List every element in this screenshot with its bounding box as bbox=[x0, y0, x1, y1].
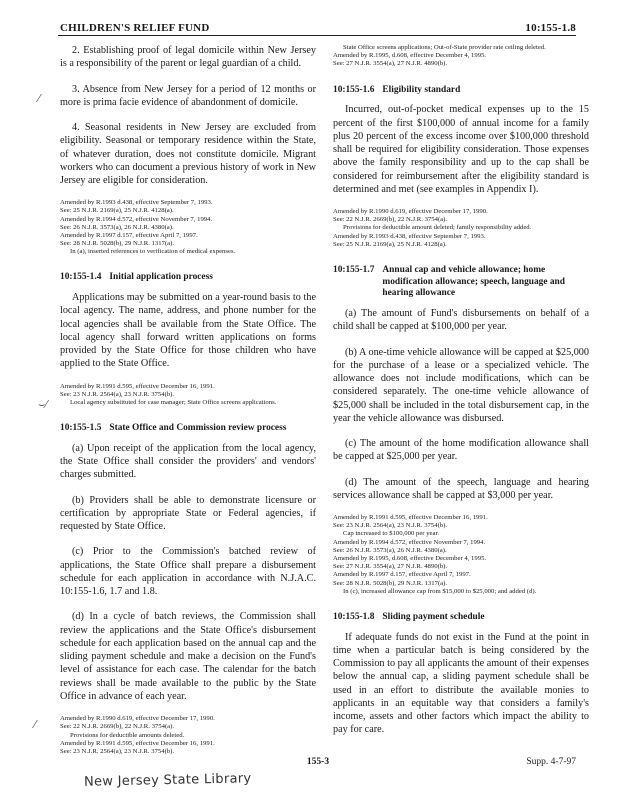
amendment-line: See: 23 N.J.R. 2564(a), 23 N.J.R. 3754(b). bbox=[60, 390, 175, 398]
amendment-line: Amended by R.1997 d.157, effective April 7, 1997. bbox=[60, 231, 198, 239]
paragraph-2: 2. Establishing proof of legal domicile within New Jersey is a responsibility of the parent or legal guardian of a child. bbox=[60, 45, 316, 70]
amendment-note: Cap increased to $100,000 per year. bbox=[343, 530, 440, 538]
section-number: 10:155-1.6 bbox=[333, 84, 375, 95]
header-title: CHILDREN'S RELIEF FUND bbox=[60, 22, 210, 34]
amendment-note: Local agency substituted for case manager; State Office screens applications. bbox=[70, 399, 277, 407]
amendment-line: Amended by R.1991 d.595, effective December 16, 1991. bbox=[60, 739, 215, 747]
subsection-d: (d) The amount of the speech, language and hearing services allowance shall be capped at $3,000 per year. bbox=[333, 476, 589, 501]
section-heading-1-5 bbox=[60, 423, 316, 435]
amendment-history bbox=[333, 44, 589, 69]
margin-mark: ⌣⁄ bbox=[38, 398, 48, 411]
amendment-line: See: 27 N.J.R. 3554(a), 27 N.J.R. 4890(b). bbox=[333, 60, 448, 68]
section-heading-1-7 bbox=[333, 265, 589, 300]
section-number: 10:155-1.8 bbox=[333, 611, 375, 622]
amendment-line: Amended by R.1994 d.572, effective November 7, 1994. bbox=[60, 215, 213, 223]
amendment-note: In (c), increased allowance cap from $15,000 to $25,000; and added (d). bbox=[343, 587, 537, 595]
amendment-line: See: 23 N.J.R. 2564(a), 23 N.J.R. 3754(b). bbox=[333, 522, 448, 530]
amendment-line: Amended by R.1991 d.595, effective December 16, 1991. bbox=[60, 382, 215, 390]
amendment-line: See: 22 N.J.R. 2669(b), 22 N.J.R. 3754(a). bbox=[60, 723, 175, 731]
right-column bbox=[333, 44, 589, 749]
amendment-line: See: 28 N.J.R. 5028(b), 29 N.J.R. 1317(a). bbox=[60, 240, 175, 248]
subsection-d: (d) In a cycle of batch reviews, the Commission shall review the applications and the State Office's disbursement schedule for each application based on the annual cap and the sliding payment schedule and make a decision on the Fund's level of assistance for each case. The calendar for the batch reviews shall be made available to the public by the State Office in advance of each year. bbox=[60, 611, 316, 702]
amendment-history bbox=[60, 383, 316, 408]
subsection-a: (a) Upon receipt of the application from the local agency, the State Office shall consider the providers' and vendors' charges submitted. bbox=[60, 442, 316, 481]
margin-mark: ⁄ bbox=[34, 718, 36, 731]
amendment-line: Amended by R.1994 d.572, effective November 7, 1994. bbox=[333, 538, 486, 546]
subsection-a: (a) The amount of Fund's disbursements on behalf of a child shall be capped at $100,000 per year. bbox=[333, 308, 589, 333]
subsection-c: (c) The amount of the home modification allowance shall be capped at $25,000 per year. bbox=[333, 438, 589, 463]
supplement-date: Supp. 4-7-97 bbox=[526, 757, 576, 767]
amendment-line: Amended by R.1995, d.608, effective December 4, 1995. bbox=[333, 554, 487, 562]
amendment-note: In (a), inserted references to verification of medical expenses. bbox=[70, 248, 236, 256]
amendment-note: State Office screens applications; Out-of-State provider rate ceiling deleted. bbox=[343, 44, 546, 51]
section-heading-1-4 bbox=[60, 272, 316, 284]
section-title: Initial application process bbox=[109, 272, 213, 283]
amendment-line: Amended by R.1993 d.438, effective September 7, 1993. bbox=[333, 232, 486, 240]
section-heading-1-8 bbox=[333, 612, 589, 624]
subsection-b: (b) Providers shall be able to demonstrate licensure or certification by appropriate State or Federal agencies, if requested by State Office. bbox=[60, 494, 316, 533]
amendment-line: Amended by R.1990 d.619, effective December 17, 1990. bbox=[333, 208, 488, 216]
section-number: 10:155-1.7 bbox=[333, 264, 375, 275]
margin-mark: ⁄ bbox=[38, 92, 40, 105]
page-number: 155-3 bbox=[306, 757, 330, 767]
library-stamp: New Jersey State Library bbox=[83, 771, 252, 790]
amendment-line: See: 28 N.J.R. 5028(b), 29 N.J.R. 1317(a). bbox=[333, 579, 448, 587]
amendment-line: Amended by R.1990 d.619, effective December 17, 1990. bbox=[60, 715, 215, 723]
amendment-line: See: 23 N.J.R. 2564(a), 23 N.J.R. 3754(b). bbox=[60, 747, 175, 755]
amendment-line: See: 26 N.J.R. 3573(a), 26 N.J.R. 4380(a). bbox=[333, 546, 447, 554]
amendment-line: See: 25 N.J.R. 2169(a), 25 N.J.R. 4128(a). bbox=[60, 207, 174, 215]
subsection-c: (c) Prior to the Commission's batched review of applications, the State Office shall prepare a disbursement schedule for each application in accordance with N.J.A.C. 10:155-1.6, 1.7 and 1.8. bbox=[60, 546, 316, 598]
paragraph-4: 4. Seasonal residents in New Jersey are excluded from eligibility. Seasonal or temporary residence within the State, of whatever duration, does not constitute domicile. Migrant workers who can document a previous history of work in New Jersey are eligible for consideration. bbox=[60, 122, 316, 186]
amendment-line: Amended by R.1997 d.157, effective April 7, 1997. bbox=[333, 571, 471, 579]
section-heading-1-6 bbox=[333, 85, 589, 97]
page-footer bbox=[60, 757, 576, 771]
subsection-b: (b) A one-time vehicle allowance will be capped at $25,000 for the purchase of a lease or a specialized vehicle. The allowance does not include modifications, which can be considered separately. The one-time vehicle allowance of $25,000 shall be included in the total disbursement cap, in the year the vehicle allowance was disbursed. bbox=[333, 346, 589, 424]
section-title: State Office and Commission review process bbox=[109, 423, 287, 434]
section-number: 10:155-1.5 bbox=[60, 423, 102, 434]
amendment-history bbox=[333, 208, 589, 249]
amendment-history bbox=[60, 199, 316, 256]
header-rule bbox=[58, 35, 576, 36]
paragraph-3: 3. Absence from New Jersey for a period of 12 months or more is prima facie evidence of abandonment of domicile. bbox=[60, 83, 316, 108]
section-number: 10:155-1.4 bbox=[60, 272, 102, 283]
amendment-line: See: 22 N.J.R. 2669(b), 22 N.J.R. 3754(a). bbox=[333, 216, 448, 224]
amendment-line: See: 25 N.J.R. 2169(a), 25 N.J.R. 4128(a). bbox=[333, 240, 447, 248]
left-column bbox=[60, 44, 316, 772]
amendment-note: Provisions for deductible amounts deleted. bbox=[70, 731, 185, 739]
section-title: Sliding payment schedule bbox=[382, 611, 485, 622]
amendment-line: Amended by R.1993 d.438, effective September 7, 1993. bbox=[60, 199, 213, 207]
section-body: If adequate funds do not exist in the Fund at the point in time when a particular batch is being considered by the Commission to pay all applicants the amount of their expenses below the annual cap, a sliding payment schedule shall be used in an effort to distribute the available monies to applicants in an equitable way that considers a family's income, assets and other factors which impact the ability to pay for care. bbox=[333, 631, 589, 736]
section-body: Incurred, out-of-pocket medical expenses up to the 15 percent of the first $100,000 of annual income for a family plus 20 percent of the excess income over $100,000 threshold shall be required for eligibility consideration. Those expenses above the family responsibility and up to the cap shall be considered for reimbursement after the eligibility standard is determined and met (see examples in Appendix I). bbox=[333, 104, 589, 195]
section-body: Applications may be submitted on a year-round basis to the local agency. The name, address, and phone number for the local agencies shall be available from the State Office. The local agency shall forward written applications on forms provided by the State Office for those children who have applied to the State Office. bbox=[60, 292, 316, 370]
amendment-history bbox=[60, 715, 316, 756]
header-section-number: 10:155-1.8 bbox=[525, 22, 576, 34]
section-title: Annual cap and vehicle allowance; home modification allowance; speech, language and hearing allowance bbox=[382, 264, 565, 299]
running-header bbox=[60, 18, 576, 34]
amendment-note: Provisions for deductible amount deleted; family responsibility added. bbox=[343, 224, 532, 232]
amendment-line: Amended by R.1995, d.608, effective December 4, 1995. bbox=[333, 52, 487, 60]
amendment-line: See: 27 N.J.R. 3554(a), 27 N.J.R. 4890(b). bbox=[333, 563, 448, 571]
amendment-history bbox=[333, 514, 589, 596]
amendment-line: See: 26 N.J.R. 3573(a), 26 N.J.R. 4380(a). bbox=[60, 223, 174, 231]
amendment-line: Amended by R.1991 d.595, effective December 16, 1991. bbox=[333, 514, 488, 522]
section-title: Eligibility standard bbox=[382, 84, 461, 95]
